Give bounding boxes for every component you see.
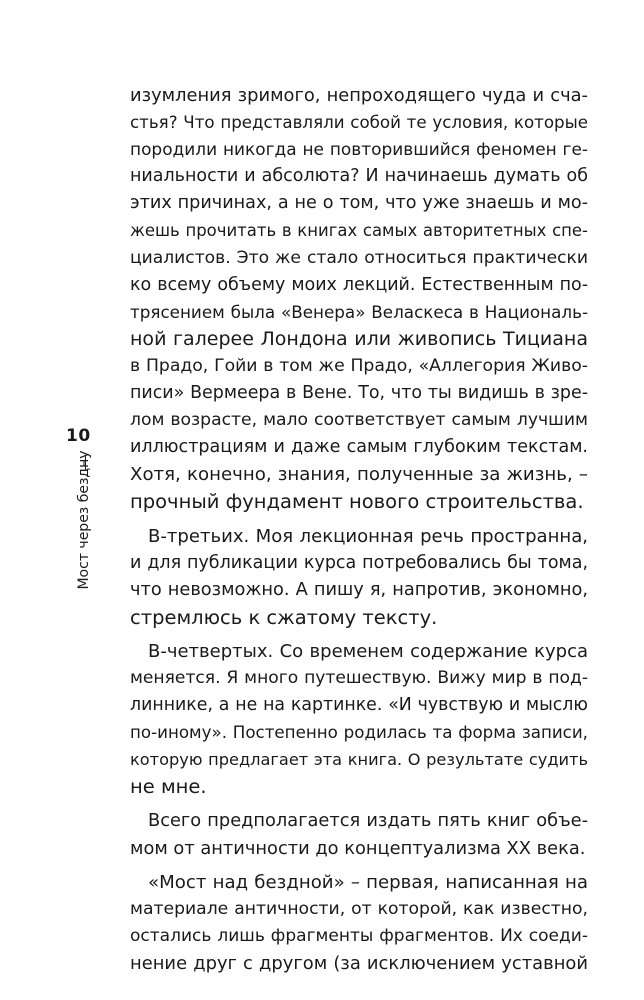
running-title: Мост через бездну — [76, 450, 92, 590]
body-text — [130, 82, 588, 977]
text-line: что невозможно. А пишу я, напротив, экономно, — [130, 579, 588, 600]
text-line: лом возрасте, мало соответствует самым лучшим — [130, 410, 588, 431]
text-line: линнике, а не на картинке. «И чувствую и мыслю — [130, 695, 588, 716]
text-line: материале античности, от которой, как известно, — [130, 898, 588, 919]
paragraph-gap — [130, 862, 588, 869]
text-line: Всего предполагается издать пять книг объе- — [148, 810, 588, 832]
text-line: стремлюсь к сжатому тексту. — [130, 605, 438, 629]
page-number: 10 — [66, 426, 91, 446]
text-line: не мне. — [130, 775, 207, 799]
paragraph-gap — [130, 631, 588, 638]
text-line: нение друг с другом (за исключением уставной — [130, 952, 588, 974]
text-line: изумления зримого, непроходящего чуда и сча- — [130, 85, 588, 106]
text-line: «Мост над бездной» – первая, написанная на — [148, 871, 588, 893]
paragraph — [130, 869, 588, 977]
paragraph — [130, 638, 588, 801]
text-line: остались лишь фрагменты фрагментов. Их соеди- — [130, 925, 588, 946]
paragraph — [130, 807, 588, 861]
text-line: стья? Что представляли собой те условия, которые — [130, 113, 588, 133]
text-line: В-третьих. Моя лекционная речь пространна, — [148, 525, 588, 547]
text-line: ниальности и абсолюта? И начинаешь думать об — [130, 166, 588, 187]
text-line: в Прадо, Гойи в том же Прадо, «Аллегория Живо- — [130, 355, 588, 376]
text-line: этих причинах, а не о том, что уже знаешь и мо- — [130, 193, 588, 214]
text-line: ко всему объему моих лекций. Естественным по- — [130, 274, 588, 295]
text-line: прочный фундамент нового строительства. — [130, 490, 584, 514]
text-line: жешь прочитать в книгах самых авторитетных спе- — [130, 221, 588, 241]
text-line: которую предлагает эта книга. О результате судить — [130, 750, 588, 770]
paragraph — [130, 82, 588, 516]
paragraph — [130, 523, 588, 631]
text-line: Хотя, конечно, знания, полученные за жизнь, – — [130, 464, 588, 486]
text-line: и для публикации курса потребовались бы тома, — [130, 552, 588, 573]
text-line: писи» Вермеера в Вене. То, что ты видишь в зре- — [130, 383, 588, 404]
text-line: иллюстрациям и даже самым глубоким текстам. — [130, 437, 588, 458]
paragraph-gap — [130, 516, 588, 523]
paragraph-gap — [130, 800, 588, 807]
text-line: породили никогда не повторившийся феномен ге- — [130, 139, 588, 160]
text-line: меняется. Я много путешествую. Вижу мир в под- — [130, 667, 588, 688]
text-line: трясением была «Венера» Веласкеса в Националь- — [130, 301, 588, 322]
text-line: по-иному». Постепенно родилась та форма записи, — [130, 723, 588, 743]
text-line: В-четвертых. Со временем содержание курса — [148, 640, 588, 662]
text-line: ной галерее Лондона или живопись Тициана — [130, 327, 588, 350]
text-line: мом от античности до концептуализма XX века. — [130, 837, 586, 859]
text-line: циалистов. Это же стало относиться практически — [130, 247, 588, 268]
